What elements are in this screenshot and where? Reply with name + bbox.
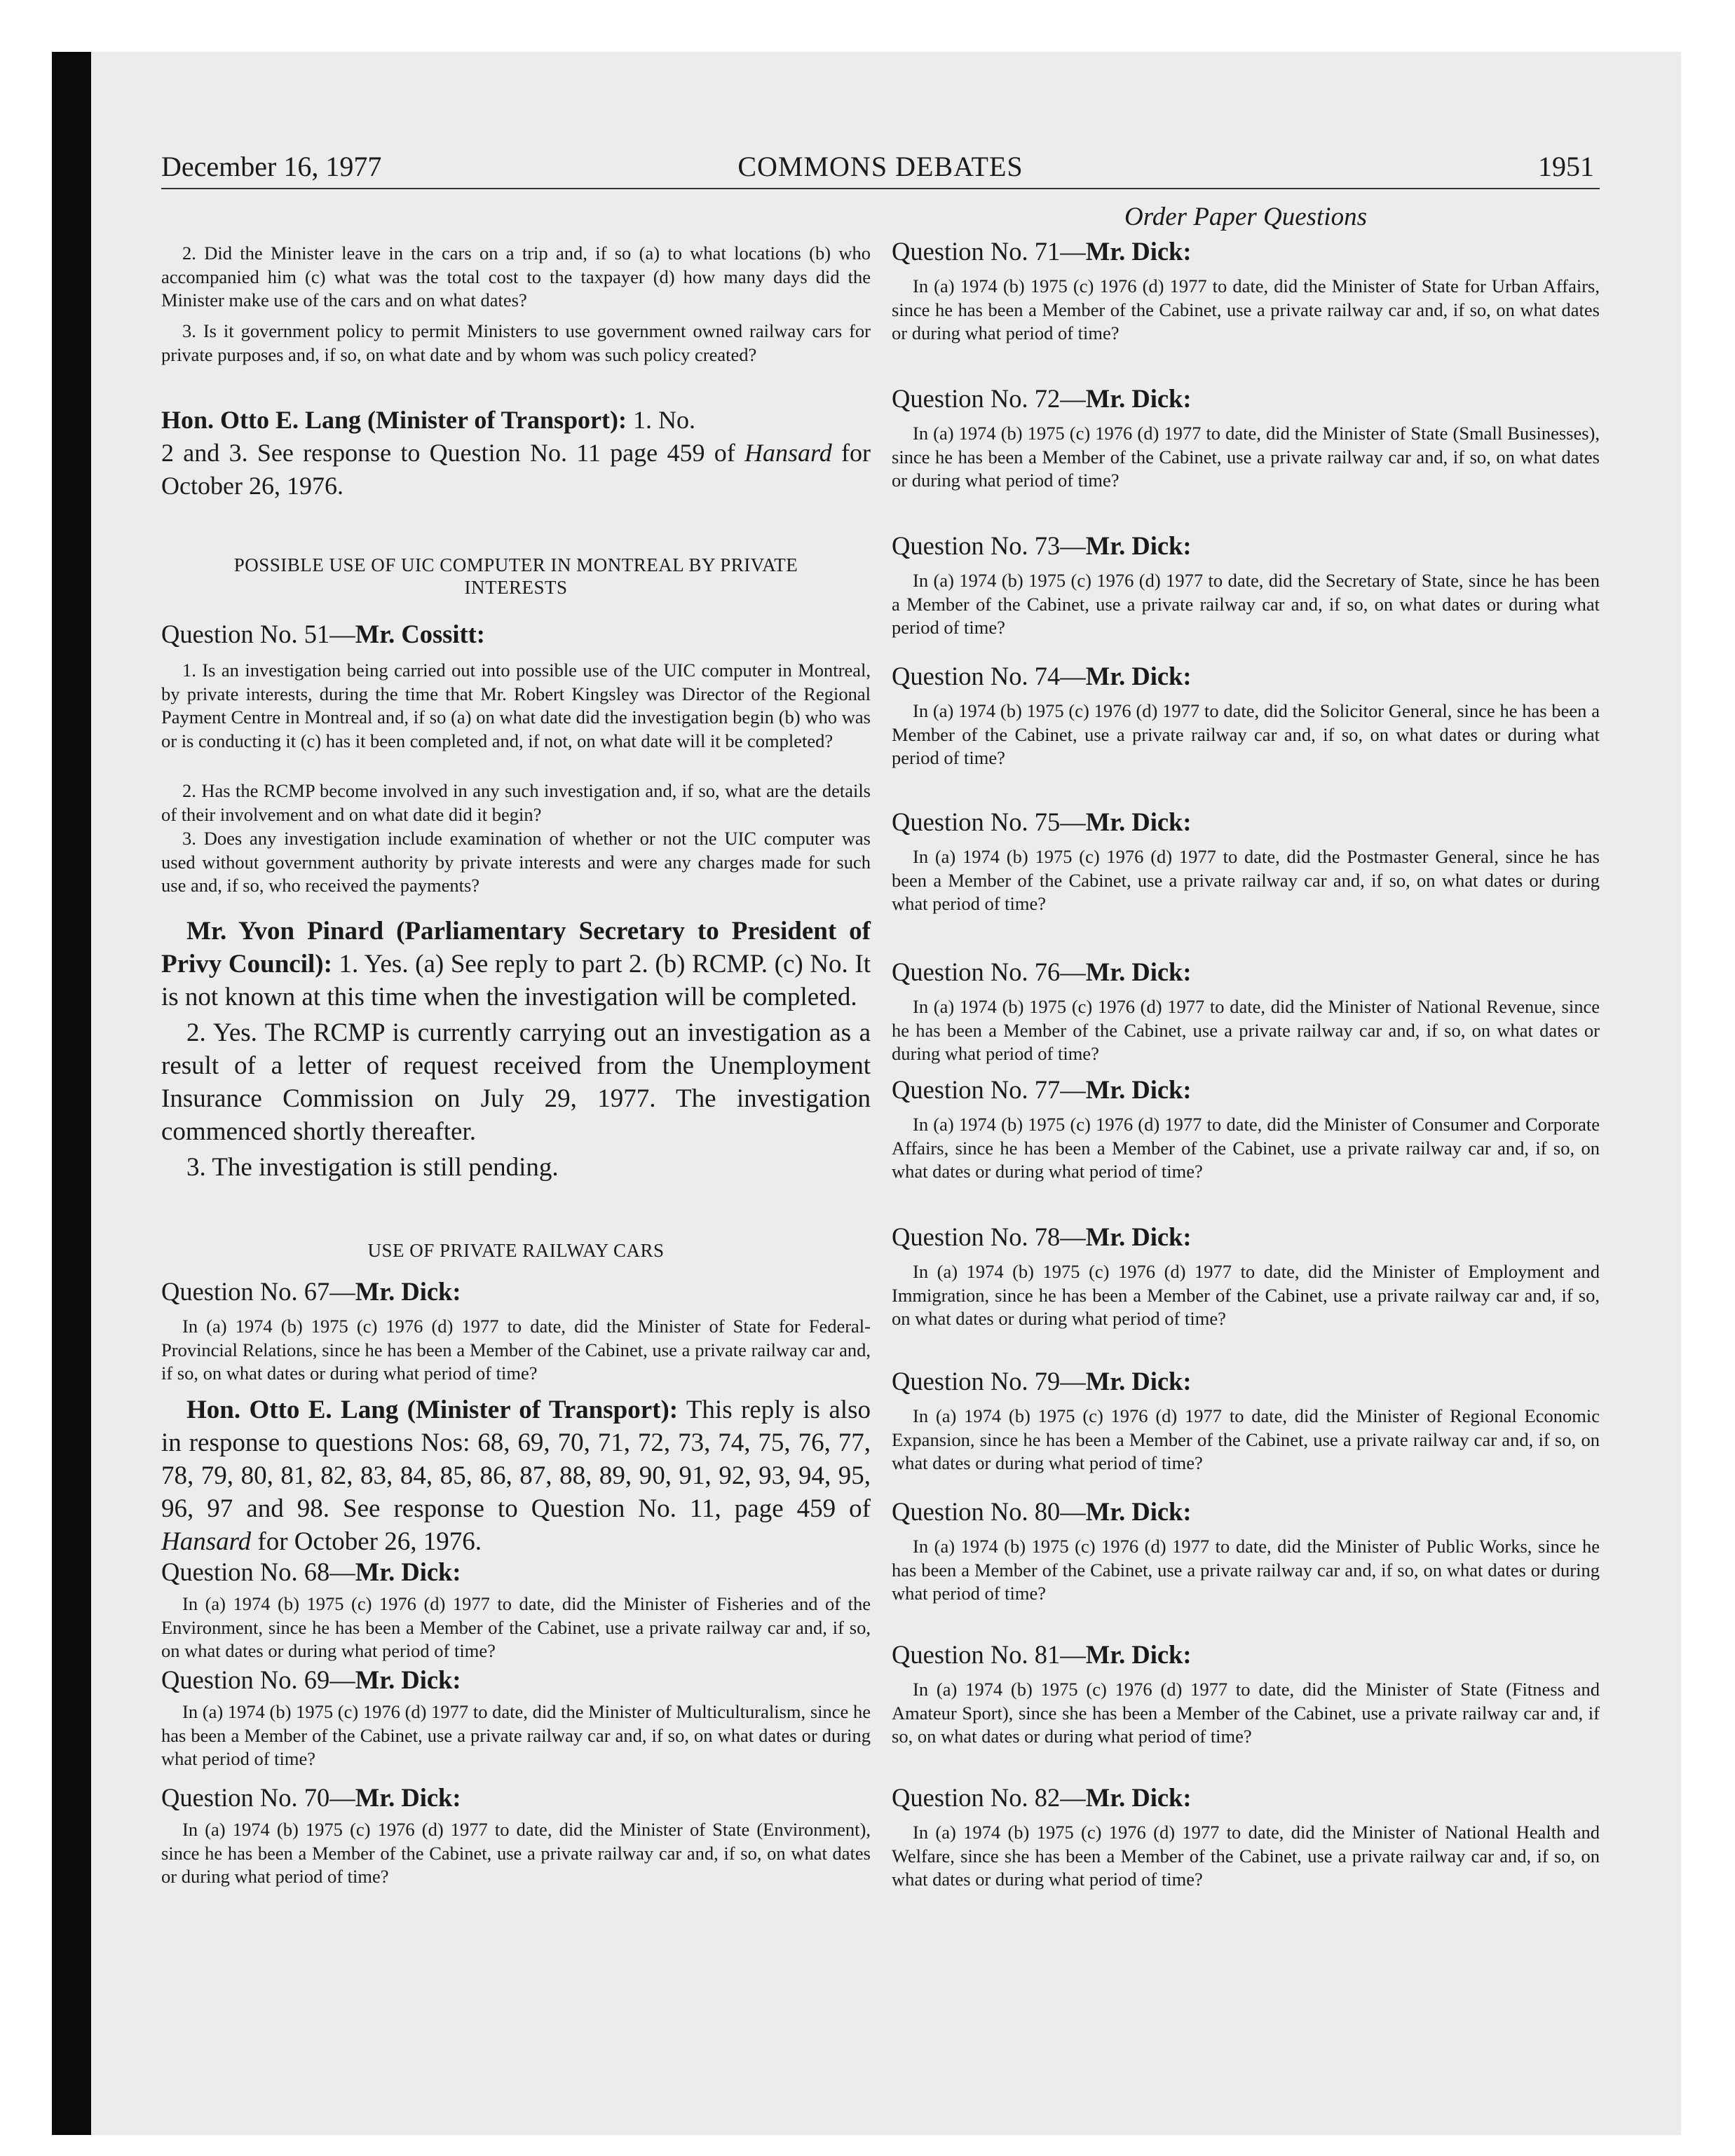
question-label: Question No. 69— <box>161 1665 355 1694</box>
speaker-name: Mr. Yvon Pinard (Parliamentary Secretary to President of Privy Council): <box>161 917 871 978</box>
question-heading <box>892 1367 1600 1396</box>
lang-answer <box>161 404 871 503</box>
question-text: In (a) 1974 (b) 1975 (c) 1976 (d) 1977 to date, did the Minister of State for Urban Affairs, since he has been a Member of the Cabinet, use a private railway car and, if so, on what dates or during what period of time? <box>892 275 1600 343</box>
question-text: 2. Has the RCMP become involved in any such investigation and, if so, what are the details of their involvement and on what date did it begin? <box>161 780 871 825</box>
question-heading <box>161 1277 871 1306</box>
heading-text: USE OF PRIVATE RAILWAY CARS <box>367 1240 665 1261</box>
question-text: In (a) 1974 (b) 1975 (c) 1976 (d) 1977 to date, did the Minister of State for Federal-Provincial Relations, since he has been a Member of the Cabinet, use a private railway car and, if so, on what dates or during what period of time? <box>161 1316 871 1384</box>
lang-answer-2 <box>161 1393 871 1558</box>
answer-paragraph: 3. The investigation is still pending. <box>186 1153 559 1182</box>
question-67 <box>161 1277 871 1386</box>
question-label: Question No. 75— <box>892 807 1086 836</box>
question-text: In (a) 1974 (b) 1975 (c) 1976 (d) 1977 to date, did the Minister of Multiculturalism, since he has been a Member of the Cabinet, use a private railway car and, if so, on what dates or during what period of time? <box>161 1701 871 1769</box>
question-heading <box>892 1783 1600 1813</box>
member-name: Mr. Dick: <box>1085 1075 1192 1104</box>
question-text: In (a) 1974 (b) 1975 (c) 1976 (d) 1977 to date, did the Postmaster General, since he has been a Member of the Cabinet, use a private railway car and, if so, on what dates or during what period of time? <box>892 846 1600 914</box>
member-name: Mr. Dick: <box>1085 1497 1192 1526</box>
question-text: In (a) 1974 (b) 1975 (c) 1976 (d) 1977 to date, did the Minister of Employment and Immigration, since he has been a Member of the Cabinet, use a private railway car and, if so, on what dates or during what period of time? <box>892 1261 1600 1329</box>
hansard-italic: Hansard <box>161 1527 252 1556</box>
question-82 <box>892 1783 1600 1892</box>
question-text: In (a) 1974 (b) 1975 (c) 1976 (d) 1977 to date, did the Minister of State (Fitness and Amateur Sport), since she has been a Member of the Cabinet, use a private railway car and, if so, on what dates or during what period of time? <box>892 1679 1600 1747</box>
member-name: Mr. Cossitt: <box>355 620 485 648</box>
speaker-name: Hon. Otto E. Lang (Minister of Transport): <box>161 406 627 434</box>
question-81 <box>892 1640 1600 1749</box>
question-77 <box>892 1075 1600 1184</box>
answer-text: for October 26, 1976. <box>251 1527 482 1556</box>
question-label: Question No. 77— <box>892 1075 1086 1104</box>
question-51-part-3 <box>161 827 871 898</box>
section-heading-railway <box>161 1239 871 1262</box>
member-name: Mr. Dick: <box>1085 384 1192 413</box>
question-part-2 <box>161 242 871 313</box>
member-name: Mr. Dick: <box>1085 662 1192 690</box>
answer-text: 1. Yes. (a) See reply to part 2. (b) RCMP. (c) No. It is not known at this time when the investigation will be completed. <box>161 950 871 1011</box>
question-heading <box>892 1075 1600 1105</box>
header-title: COMMONS DEBATES <box>737 151 1023 182</box>
question-text: In (a) 1974 (b) 1975 (c) 1976 (d) 1977 to date, did the Minister of State (Small Businesses), since he has been a Member of the Cabinet, use a private railway car and, if so, on what dates or during what period of time? <box>892 423 1600 491</box>
header-page-number: 1951 <box>1538 151 1594 182</box>
question-label: Question No. 72— <box>892 384 1086 413</box>
question-heading <box>892 1640 1600 1670</box>
question-label: Question No. 82— <box>892 1783 1086 1812</box>
question-51 <box>161 620 871 649</box>
question-heading <box>161 1557 871 1587</box>
answer-paragraph <box>161 404 871 437</box>
question-text: 2. Did the Minister leave in the cars on a trip and, if so (a) to what locations (b) who accompanied him (c) what was the total cost to the taxpayer (d) how many days did the Minister make use of the cars and on what dates? <box>161 243 871 311</box>
question-heading <box>892 1497 1600 1527</box>
question-69 <box>161 1665 871 1771</box>
member-name: Mr. Dick: <box>1085 1222 1192 1251</box>
question-73 <box>892 531 1600 640</box>
question-heading <box>161 1783 871 1813</box>
question-79 <box>892 1367 1600 1475</box>
member-name: Mr. Dick: <box>1085 1783 1192 1812</box>
question-78 <box>892 1222 1600 1331</box>
answer-paragraph <box>161 915 871 1014</box>
question-label: Question No. 51— <box>161 620 355 648</box>
question-heading <box>892 807 1600 837</box>
question-label: Question No. 70— <box>161 1783 355 1812</box>
question-heading <box>892 1222 1600 1252</box>
member-name: Mr. Dick: <box>355 1665 461 1694</box>
question-label: Question No. 71— <box>892 237 1086 266</box>
answer-paragraph: 2. Yes. The RCMP is currently carrying out an investigation as a result of a letter of request received from the Unemployment Insurance Commission on July 29, 1977. The investigation commenced shortly thereafter. <box>161 1018 871 1146</box>
member-name: Mr. Dick: <box>355 1277 461 1306</box>
member-name: Mr. Dick: <box>355 1557 461 1586</box>
answer-paragraph <box>161 437 871 503</box>
section-heading-uic <box>161 554 871 599</box>
question-70 <box>161 1783 871 1889</box>
question-text: 3. Does any investigation include examination of whether or not the UIC computer was used without government authority by private interests and were any charges made for such use and, if so, who received the payments? <box>161 828 871 896</box>
question-heading <box>892 384 1600 414</box>
member-name: Mr. Dick: <box>1085 957 1192 986</box>
order-paper-title: Order Paper Questions <box>1124 203 1367 231</box>
answer-text: for October 26, 1976. <box>161 439 871 500</box>
hansard-italic: Hansard <box>744 439 832 467</box>
question-51-part-2 <box>161 779 871 826</box>
question-text: In (a) 1974 (b) 1975 (c) 1976 (d) 1977 to date, did the Minister of National Health and Welfare, since she has been a Member of the Cabinet, use a private railway car and, if so, on what dates or during what period of time? <box>892 1822 1600 1890</box>
question-text: In (a) 1974 (b) 1975 (c) 1976 (d) 1977 to date, did the Secretary of State, since he has been a Member of the Cabinet, use a private railway car and, if so, on what dates or during what period of time? <box>892 570 1600 638</box>
question-label: Question No. 73— <box>892 531 1086 560</box>
question-76 <box>892 957 1600 1066</box>
question-heading <box>892 237 1600 266</box>
question-label: Question No. 81— <box>892 1640 1086 1669</box>
page-header <box>161 147 1600 189</box>
question-part-3 <box>161 320 871 367</box>
question-label: Question No. 78— <box>892 1222 1086 1251</box>
question-74 <box>892 662 1600 770</box>
question-72 <box>892 384 1600 493</box>
member-name: Mr. Dick: <box>1085 807 1192 836</box>
question-label: Question No. 79— <box>892 1367 1086 1396</box>
question-80 <box>892 1497 1600 1606</box>
question-text: 3. Is it government policy to permit Ministers to use government owned railway cars for private purposes and, if so, on what date and by whom was such policy created? <box>161 320 871 365</box>
member-name: Mr. Dick: <box>1085 531 1192 560</box>
question-text: In (a) 1974 (b) 1975 (c) 1976 (d) 1977 to date, did the Minister of State (Environment), since he has been a Member of the Cabinet, use a private railway car and, if so, on what dates or during what period of time? <box>161 1819 871 1887</box>
question-text: In (a) 1974 (b) 1975 (c) 1976 (d) 1977 to date, did the Minister of National Revenue, since he has been a Member of the Cabinet, use a private railway car and, if so, on what dates or during what period of time? <box>892 996 1600 1064</box>
question-label: Question No. 80— <box>892 1497 1086 1526</box>
question-text: In (a) 1974 (b) 1975 (c) 1976 (d) 1977 to date, did the Minister of Fisheries and of the Environment, since he has been a Member of the Cabinet, use a private railway car and, if so, on what dates or during what period of time? <box>161 1593 871 1661</box>
question-heading <box>161 1665 871 1695</box>
question-heading <box>892 662 1600 691</box>
heading-text: POSSIBLE USE OF UIC COMPUTER IN MONTREAL BY PRIVATE INTERESTS <box>233 554 798 598</box>
question-label: Question No. 74— <box>892 662 1086 690</box>
member-name: Mr. Dick: <box>355 1783 461 1812</box>
answer-text: 1. No. <box>627 406 695 434</box>
question-text: In (a) 1974 (b) 1975 (c) 1976 (d) 1977 to date, did the Minister of Consumer and Corporate Affairs, since he has been a Member of the Cabinet, use a private railway car and, if so, on what dates or during what period of time? <box>892 1114 1600 1182</box>
question-75 <box>892 807 1600 916</box>
answer-text: This reply is also in response to questions Nos: 68, 69, 70, 71, 72, 73, 74, 75, 76, 77, 78, 79, 80, 81, 82, 83, 84, 85, 86, 87, 88, 89, 90, 91, 92, 93, 94, 95, 96, 97 and 98. See response to Question No. 11, page 459 of <box>161 1396 871 1523</box>
member-name: Mr. Dick: <box>1085 1367 1192 1396</box>
question-heading <box>892 531 1600 561</box>
question-heading <box>161 620 871 649</box>
speaker-name: Hon. Otto E. Lang (Minister of Transport): <box>186 1396 679 1424</box>
answer-text: 2 and 3. See response to Question No. 11 page 459 of <box>161 439 745 467</box>
question-label: Question No. 76— <box>892 957 1086 986</box>
question-text: 1. Is an investigation being carried out into possible use of the UIC computer in Montreal, by private interests, during the time that Mr. Robert Kingsley was Director of the Regional Payment Centre in Montreal and, if so (a) on what date did the investigation begin (b) who was or is conducting it (c) has it been completed and, if not, on what date will it be completed? <box>161 660 871 751</box>
answer-paragraph <box>161 1393 871 1558</box>
question-heading <box>892 957 1600 987</box>
member-name: Mr. Dick: <box>1085 237 1192 266</box>
question-68 <box>161 1557 871 1663</box>
question-71 <box>892 237 1600 346</box>
question-51-part-1 <box>161 659 871 753</box>
question-label: Question No. 68— <box>161 1557 355 1586</box>
scan-edge-bar <box>52 52 91 2135</box>
question-text: In (a) 1974 (b) 1975 (c) 1976 (d) 1977 to date, did the Minister of Regional Economic Expansion, since he has been a Member of the Cabinet, use a private railway car and, if so, on what dates or during what period of time? <box>892 1405 1600 1473</box>
member-name: Mr. Dick: <box>1085 1640 1192 1669</box>
question-label: Question No. 67— <box>161 1277 355 1306</box>
pinard-answer <box>161 915 871 1184</box>
question-text: In (a) 1974 (b) 1975 (c) 1976 (d) 1977 to date, did the Solicitor General, since he has been a Member of the Cabinet, use a private railway car and, if so, on what dates or during what period of time? <box>892 700 1600 768</box>
header-date: December 16, 1977 <box>161 151 382 182</box>
question-text: In (a) 1974 (b) 1975 (c) 1976 (d) 1977 to date, did the Minister of Public Works, since he has been a Member of the Cabinet, use a private railway car and, if so, on what dates or during what period of time? <box>892 1536 1600 1604</box>
